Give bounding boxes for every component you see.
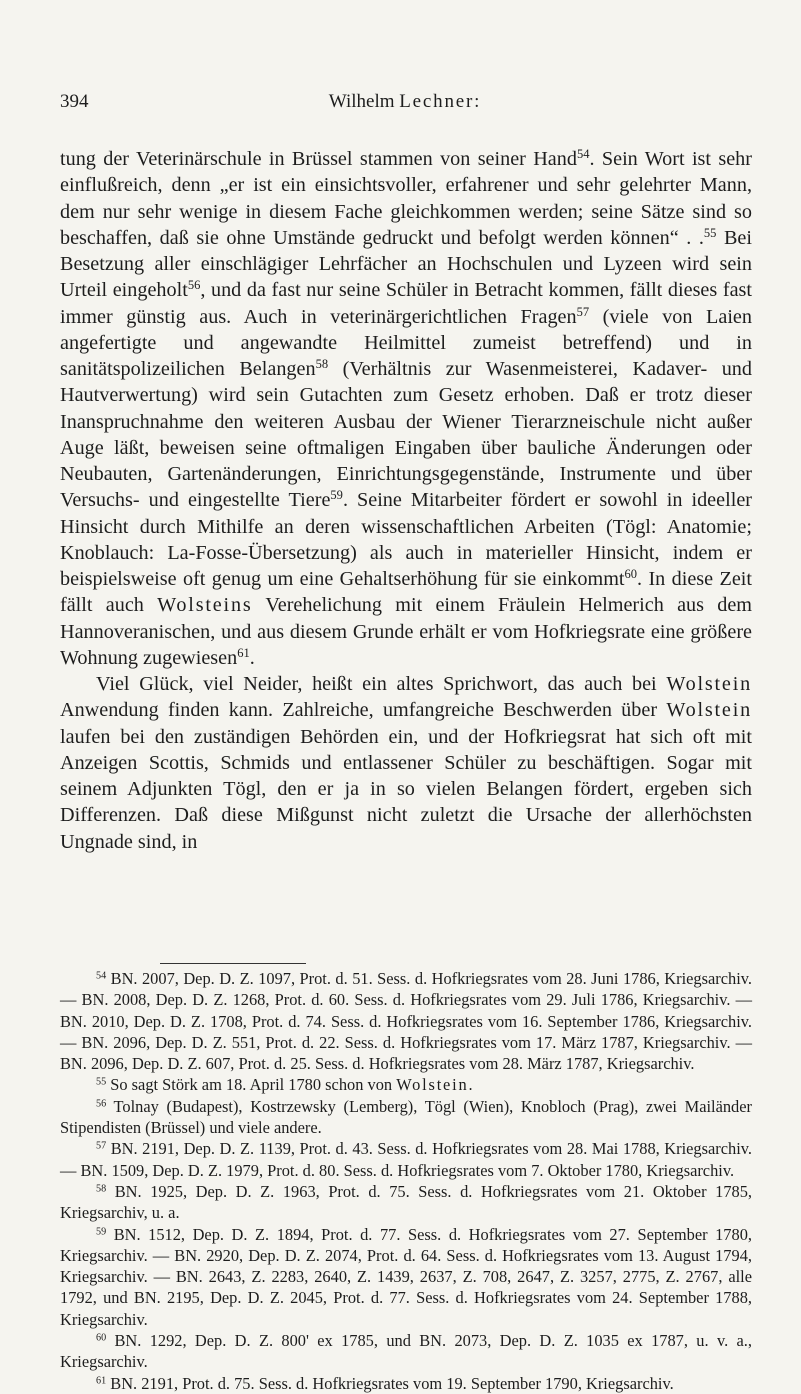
- page-number: 394: [60, 91, 89, 112]
- footnote-54: [60, 968, 752, 1074]
- footnote-59: [60, 1224, 752, 1330]
- footnote-number: 60: [96, 1332, 107, 1344]
- text-run: Bei Besetzung aller einschlägiger Lehrfächer an Hochschulen und Lyzeen wird sein Urteil eingeholt: [60, 226, 752, 302]
- footnote-text: BN. 2191, Prot. d. 75. Sess. d. Hofkriegsrates vom 19. September 1790, Kriegsarchiv.: [110, 1373, 674, 1393]
- name-spaced: Wolstein: [396, 1075, 469, 1095]
- text-run: . In diese Zeit fällt auch: [60, 568, 752, 617]
- text-run: Verehelichung mit einem Fräulein Helmerich aus dem Hannoveranischen, und aus diesem Grunde erhält er vom Hofkriegsrate eine größere Wohnung zugewiesen: [60, 594, 753, 669]
- footnote-text: BN. 1925, Dep. D. Z. 1963, Prot. d. 75. Sess. d. Hofkriegsrates vom 21. Oktober 1785, Kriegsarchiv, u. a.: [60, 1181, 752, 1223]
- footnote-divider: [160, 963, 306, 964]
- footnote-ref: 56: [187, 278, 201, 293]
- footnote-61: [60, 1373, 752, 1394]
- footnote-text: BN. 2191, Dep. D. Z. 1139, Prot. d. 43. Sess. d. Hofkriegsrates vom 28. Mai 1788, Kriegsarchiv. — BN. 1509, Dep. D. Z. 1979, Prot. d. 80. Sess. d. Hofkriegsrates vom 7. Oktober 1780, Kriegsarchiv.: [60, 1139, 752, 1180]
- text-run: , und da fast nur seine Schüler in Betracht kommen, fällt dieses fast immer günstig aus. Auch in veterinärgerichtlichen Fragen: [60, 279, 752, 328]
- author-last-name: Lechner:: [399, 91, 482, 112]
- footnote-56: [60, 1096, 752, 1139]
- footnote-60: [60, 1330, 752, 1373]
- footnote-text: BN. 2007, Dep. D. Z. 1097, Prot. d. 51. Sess. d. Hofkriegsrates vom 28. Juni 1786, Kriegsarchiv. — BN. 2008, Dep. D. Z. 1268, Prot. d. 60. Sess. d. Hofkriegsrates vom 29. Juli 1786, Kriegsarchiv. — BN. 2010, Dep. D. Z. 1708, Prot. d. 74. Sess. d. Hofkriegsrates vom 16. September 1786, Kriegsarchiv. — BN. 2096, Dep. D. Z. 551, Prot. d. 22. Sess. d. Hofkriegsrates vom 17. März 1787, Kriegsarchiv. — BN. 2096, Dep. D. Z. 607, Prot. d. 25. Sess. d. Hofkriegsrates vom 28. März 1787, Kriegsarchiv.: [60, 969, 752, 1074]
- text-run: Viel Glück, viel Neider, heißt ein altes Sprichwort, das auch bei: [96, 673, 667, 695]
- author-first-name: Wilhelm: [328, 91, 395, 112]
- footnotes: [60, 968, 752, 1394]
- body-text: [60, 146, 752, 855]
- footnote-number: 57: [96, 1140, 107, 1152]
- text-run: tung der Veterinärschule in Brüssel stammen von seiner Hand: [60, 148, 577, 170]
- footnote-number: 56: [96, 1098, 107, 1110]
- footnote-ref: 55: [703, 225, 717, 240]
- text-run: laufen bei den zuständigen Behörden ein, und der Hofkriegsrat hat sich oft mit Anzeigen Scottis, Schmids und entlassener Schüler zu beschäftigen. Sogar mit seinem Adjunkten Tögl, den er ja in so vielen Belangen fördert, ergeben sich Differenzen. Daß diese Mißgunst nicht zuletzt die Ursache der allerhöchsten Ungnade sind, in: [60, 725, 752, 853]
- footnote-58: [60, 1181, 752, 1224]
- footnote-text: .: [468, 1075, 473, 1095]
- footnote-ref: 57: [576, 304, 590, 319]
- footnote-text: Tolnay (Budapest), Kostrzewsky (Lemberg), Tögl (Wien), Knobloch (Prag), zwei Mailänder Stipendisten (Brüssel) und viele andere.: [60, 1096, 752, 1138]
- footnote-ref: 60: [624, 567, 638, 582]
- text-run: .: [249, 646, 255, 669]
- footnote-text: BN. 1292, Dep. D. Z. 800' ex 1785, und BN. 2073, Dep. D. Z. 1035 ex 1787, u. v. a., Kriegsarchiv.: [60, 1331, 752, 1372]
- footnote-55: [60, 1074, 752, 1095]
- text-run: (viele von Laien angefertigte und angewandte Heilmittel zumeist betreffend) und in sanitätspolizeilichen Belangen: [60, 305, 752, 380]
- footnote-ref: 58: [315, 357, 329, 372]
- footnote-text: So sagt Störk am 18. April 1780 schon von: [110, 1075, 397, 1095]
- footnote-ref: 61: [237, 645, 250, 660]
- name-spaced: Wolstein: [666, 699, 752, 722]
- running-head: [60, 91, 750, 113]
- paragraph-2: [60, 671, 752, 855]
- text-run: . Sein Wort ist sehr einflußreich, denn „er ist ein einsichtsvoller, erfahrener und sehr gelehrter Mann, dem nur sehr wenige in diesem Fache gleichkommen werden; seine Sätze sind so beschaffen, daß sie ohne Umstände gedruckt und befolgt werden können“ . .: [60, 148, 752, 249]
- footnote-number: 61: [96, 1375, 107, 1387]
- running-header: [60, 91, 750, 119]
- paragraph-1: [60, 146, 752, 671]
- name-spaced: Wolsteins: [157, 594, 253, 617]
- text-run: Anwendung finden kann. Zahlreiche, umfangreiche Beschwerden über: [60, 699, 667, 722]
- footnote-number: 58: [96, 1183, 107, 1195]
- footnote-text: BN. 1512, Dep. D. Z. 1894, Prot. d. 77. Sess. d. Hofkriegsrates vom 27. September 1780, Kriegsarchiv. — BN. 2920, Dep. D. Z. 2074, Prot. d. 64. Sess. d. Hofkriegsrates vom 13. August 1794, Kriegsarchiv. — BN. 2643, Z. 2283, 2640, Z. 1439, 2637, Z. 708, 2647, Z. 3257, 2775, Z. 2767, alle 1792, und BN. 2195, Dep. D. Z. 2045, Prot. d. 77. Sess. d. Hofkriegsrates vom 24. September 1788, Kriegsarchiv.: [60, 1224, 752, 1329]
- footnote-number: 54: [96, 970, 107, 982]
- footnote-number: 59: [96, 1225, 107, 1237]
- text-run: (Verhältnis zur Wasenmeisterei, Kadaver- und Hautverwertung) wird sein Gutachten zum Gesetz erhoben. Daß er trotz dieser Inanspruchnahme den weiteren Ausbau der Wiener Tierarzneischule nicht außer Auge läßt, beweisen seine oftmaligen Eingaben über bauliche Änderungen oder Neubauten, Gartenänderungen, Einrichtungsgegenstände, Instrumente und über Versuchs- und eingestellte Tiere: [60, 358, 752, 512]
- footnote-57: [60, 1138, 752, 1181]
- footnote-ref: 54: [576, 147, 590, 162]
- name-spaced: Wolstein: [666, 673, 752, 695]
- footnote-ref: 59: [330, 488, 343, 503]
- text-run: . Seine Mitarbeiter fördert er sowohl in ideeller Hinsicht durch Mithilfe an deren wissenschaftlichen Arbeiten (Tögl: Anatomie; Knoblauch: La-Fosse-Übersetzung) als auch in materieller Hinsicht, indem er beispielsweise oft genug um eine Gehaltserhöhung für sie einkommt: [60, 489, 753, 590]
- footnote-number: 55: [96, 1076, 107, 1088]
